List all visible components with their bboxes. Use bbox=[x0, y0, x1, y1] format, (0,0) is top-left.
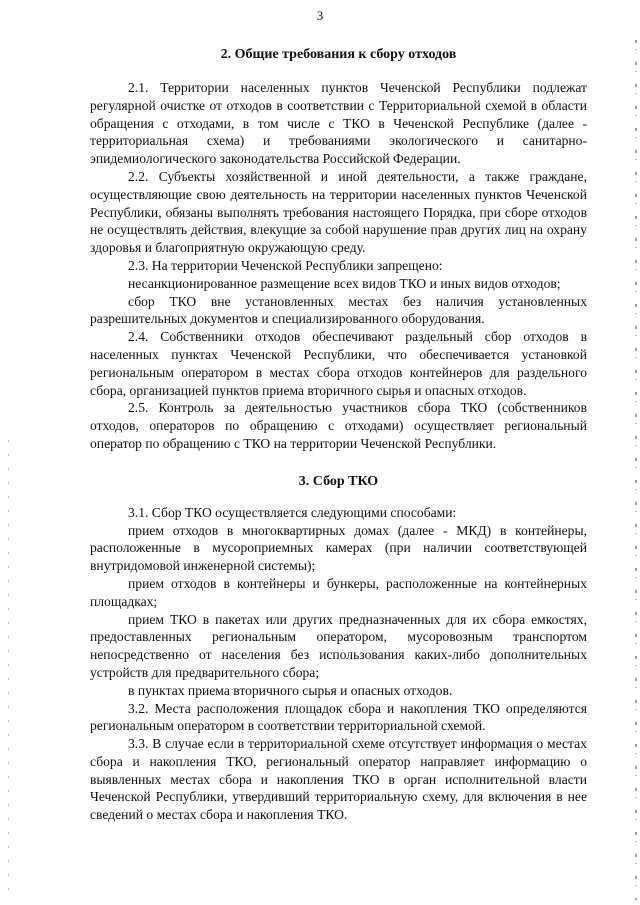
paragraph-2-5: 2.5. Контроль за деятельностью участников сбора ТКО (собственников отходов, операторов по обращению с отходами) осуществляет региональный оператор по обращению с ТКО на территории Чеченской Республики. bbox=[90, 400, 587, 451]
paragraph-2-3: 2.3. На территории Чеченской Республики запрещено: bbox=[128, 257, 443, 273]
collection-method-2: прием отходов в контейнеры и бункеры, расположенные на контейнерных площадках; bbox=[90, 575, 587, 609]
paragraph-2-2: 2.2. Субъекты хозяйственной и иной деятельности, а также граждане, осуществляющие свою деятельность на территории населенных пунктов Чеченской Республики, обязаны выполнять требования настоящего Порядка, при сборе отходов не осуществлять действия, влекущие за собой нарушение прав других лиц на охрану здоровья и благоприятную окружающую среду. bbox=[90, 168, 587, 256]
paragraph-2-1: 2.1. Территории населенных пунктов Чеченской Республики подлежат регулярной очистке от отходов в соответствии с Территориальной схемой в области обращения с отходами, в том числе с ТКО в Чеченской Республике (далее - территориальная схема) и требованиями экологического и санитарно-эпидемиологического законодательства Российской Федерации. bbox=[90, 80, 587, 167]
paragraph-3-1: 3.1. Сбор ТКО осуществляется следующими способами: bbox=[128, 504, 457, 520]
section-2-heading: 2. Общие требования к сбору отходов bbox=[220, 47, 457, 62]
collection-method-4: в пунктах приема вторичного сырья и опасных отходов. bbox=[128, 682, 453, 698]
paragraph-2-4: 2.4. Собственники отходов обеспечивают раздельный сбор отходов в населенных пунктах Чеченской Республики, что обеспечивается установкой региональным оператором в местах сбора отходов контейнеров для раздельного сбора, организацией пунктов приема вторичного сырья и опасных отходов. bbox=[90, 329, 587, 398]
section-3-heading: 3. Сбор ТКО bbox=[298, 473, 379, 489]
collection-method-1: прием отходов в многоквартирных домах (далее - МКД) в контейнеры, расположенные в мусороприемных камерах (при наличии соответствующей внутридомовой инженерной системы); bbox=[90, 522, 587, 574]
scan-edge-artifact bbox=[635, 40, 637, 900]
paragraph-3-3: 3.3. В случае если в территориальной схеме отсутствует информация о местах сбора и накопления ТКО, региональный оператор направляет информацию о выявленных местах сбора и накопления ТКО в орган исполнительной власти Чеченской Республики, утвердивший территориальную схему, для включения в нее сведений о местах сбора и накопления ТКО. bbox=[90, 736, 587, 823]
collection-method-3: прием ТКО в пакетах или других предназначенных для их сбора емкостях, предоставленных региональным оператором, мусоровозным транспортом непосредственно от населения без использования каких-либо дополнительных устройств для предварительного сбора; bbox=[90, 611, 587, 680]
prohibition-item-2: сбор ТКО вне установленных местах без наличия установленных разрешительных документов и специализированного оборудования. bbox=[90, 293, 587, 327]
prohibition-item-1: несанкционированное размещение всех видов ТКО и иных видов отходов; bbox=[128, 275, 561, 291]
scan-edge-artifact-left bbox=[8, 440, 9, 900]
document-body bbox=[90, 46, 587, 824]
paragraph-3-2: 3.2. Места расположения площадок сбора и накопления ТКО определяются региональным оператором в соответствии территориальной схемой. bbox=[90, 700, 587, 734]
page-number: 3 bbox=[316, 8, 324, 23]
